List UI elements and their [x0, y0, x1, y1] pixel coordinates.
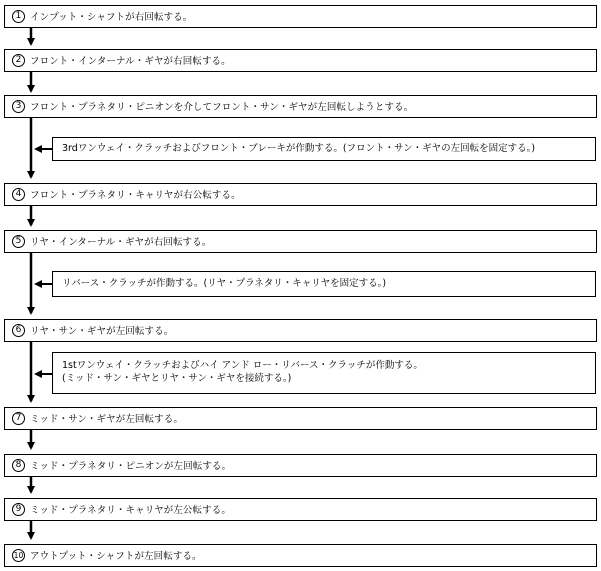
step-text: リヤ・インターナル・ギヤが右回転する。 [30, 237, 212, 248]
step-text: フロント・プラネタリ・キャリヤが右公転する。 [30, 190, 241, 201]
step-text: ミッド・プラネタリ・キャリヤが左公転する。 [30, 505, 231, 516]
step-box-6 [4, 319, 597, 342]
note-text: リバース・クラッチが作動する。(リヤ・プラネタリ・キャリヤを固定する。) [62, 278, 387, 289]
step-number: 10 [13, 550, 24, 560]
step-box-9 [4, 498, 597, 521]
step-number: 9 [12, 503, 25, 516]
note-box-2 [52, 271, 596, 297]
step-box-4 [4, 183, 597, 206]
step-box-8 [4, 454, 597, 477]
step-number: 2 [12, 54, 25, 67]
step-number: 3 [12, 100, 25, 113]
step-text: インプット・シャフトが右回転する。 [30, 12, 193, 23]
step-box-3 [4, 95, 597, 118]
step-box-1 [4, 5, 597, 28]
step-text: ミッド・サン・ギヤが左回転する。 [30, 414, 183, 425]
step-number: 1 [12, 10, 25, 23]
step-number: 7 [12, 412, 25, 425]
step-number: 4 [12, 188, 25, 201]
step-box-7 [4, 407, 597, 430]
step-text: リヤ・サン・ギヤが左回転する。 [30, 326, 174, 337]
step-text: アウトプット・シャフトが左回転する。 [30, 551, 202, 562]
note-text-line-2: (ミッド・サン・ギヤとリヤ・サン・ギヤを接続する。) [62, 373, 292, 384]
step-number: 6 [12, 324, 25, 337]
note-text-line-1: 1stワンウェイ・クラッチおよびハイ アンド ロー・リバース・クラッチが作動する。 [62, 360, 423, 371]
note-box-1 [52, 137, 596, 161]
step-text: フロント・プラネタリ・ピニオンを介してフロント・サン・ギヤが左回転しようとする。 [30, 102, 414, 113]
step-number: 5 [12, 235, 25, 248]
step-box-10 [4, 544, 597, 567]
note-text: 3rdワンウェイ・クラッチおよびフロント・ブレーキが作動する。(フロント・サン・ギヤの左回転を固定する。) [62, 143, 536, 154]
step-text: フロント・インターナル・ギヤが右回転する。 [30, 56, 231, 67]
note-box-3 [52, 352, 596, 394]
step-box-5 [4, 230, 597, 253]
step-number: 8 [12, 459, 25, 472]
step-text: ミッド・プラネタリ・ピニオンが左回転する。 [30, 461, 232, 472]
step-box-2 [4, 49, 597, 72]
